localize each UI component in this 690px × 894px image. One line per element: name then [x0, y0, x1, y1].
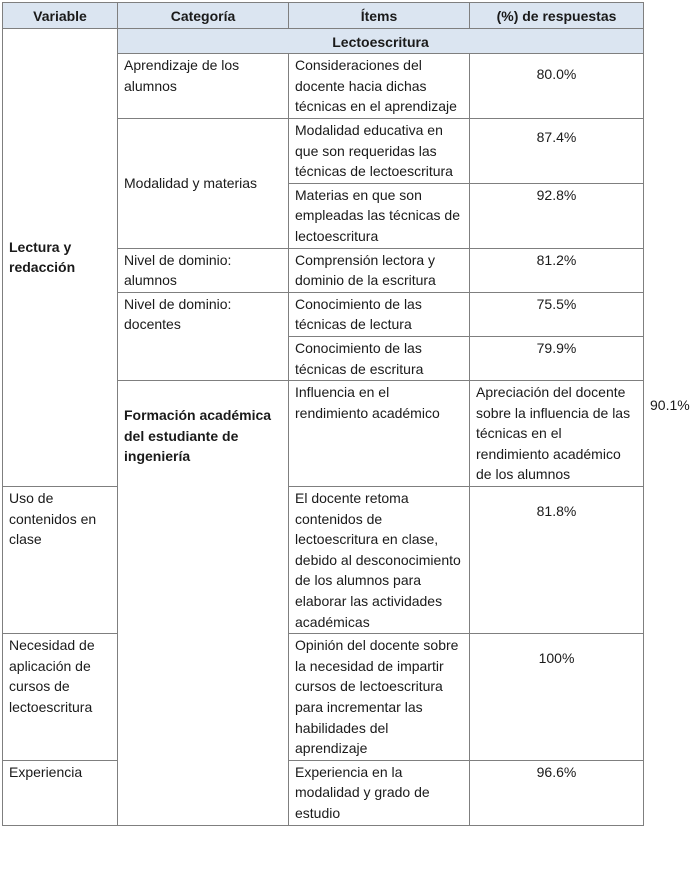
- percentage-cell: 100%: [470, 634, 644, 761]
- category-cell: Influencia en el rendimiento académico: [289, 381, 470, 487]
- header-respuestas: (%) de respuestas: [470, 3, 644, 29]
- item-cell: Conocimiento de las técnicas de escritura: [289, 336, 470, 380]
- section-row: [3, 28, 644, 54]
- item-cell: Comprensión lectora y dominio de la escritura: [289, 248, 470, 292]
- category-cell: Modalidad y materias: [118, 118, 289, 248]
- header-variable: Variable: [3, 3, 118, 29]
- results-table: [2, 2, 690, 826]
- percentage-cell: 80.0%: [470, 54, 644, 119]
- category-cell: Necesidad de aplicación de cursos de lectoescritura: [3, 634, 118, 761]
- section-title: Lectoescritura: [118, 28, 644, 54]
- header-row: [3, 3, 644, 29]
- item-cell: Experiencia en la modalidad y grado de estudio: [289, 760, 470, 825]
- percentage-cell: 75.5%: [470, 292, 644, 336]
- variable-cell: [118, 381, 289, 825]
- item-cell: Consideraciones del docente hacia dichas técnicas en el aprendizaje: [289, 54, 470, 119]
- item-cell: Conocimiento de las técnicas de lectura: [289, 292, 470, 336]
- category-cell: Experiencia: [3, 760, 118, 825]
- item-cell: Materias en que son empleadas las técnicas de lectoescritura: [289, 183, 470, 248]
- percentage-cell: 81.2%: [470, 248, 644, 292]
- header-categoria: Categoría: [118, 3, 289, 29]
- category-cell: Nivel de dominio: docentes: [118, 292, 289, 380]
- variable-cell: [3, 28, 118, 486]
- item-cell: Opinión del docente sobre la necesidad de impartir cursos de lectoescritura para incrementar las habilidades del aprendizaje: [289, 634, 470, 761]
- percentage-cell: 79.9%: [470, 336, 644, 380]
- variable-label: Lectura y redacción: [9, 238, 76, 276]
- percentage-cell: 87.4%: [470, 118, 644, 183]
- item-cell: El docente retoma contenidos de lectoescritura en clase, debido al desconocimiento de los alumnos para elaborar las actividades académicas: [289, 487, 470, 634]
- table-row: [3, 634, 644, 761]
- percentage-cell: 92.8%: [470, 183, 644, 248]
- item-cell: Apreciación del docente sobre la influencia de las técnicas en el rendimiento académico de los alumnos: [470, 381, 644, 487]
- percentage-cell: 96.6%: [470, 760, 644, 825]
- item-cell: Modalidad educativa en que son requeridas las técnicas de lectoescritura: [289, 118, 470, 183]
- table-row: [3, 760, 644, 825]
- category-cell: Aprendizaje de los alumnos: [118, 54, 289, 119]
- variable-label: Formación académica del estudiante de ingeniería: [124, 407, 272, 465]
- table-row: [3, 487, 644, 634]
- header-items: Ítems: [289, 3, 470, 29]
- category-cell: Nivel de dominio: alumnos: [118, 248, 289, 292]
- table-row: Formación académica del estudiante de ingeniería Influencia en el rendimiento académico Apreciación del docente sobre la influencia de las técnicas en el rendimiento académico de los alumnos 90.1%: [3, 381, 644, 487]
- category-cell: Uso de contenidos en clase: [3, 487, 118, 634]
- percentage-cell: 81.8%: [470, 487, 644, 634]
